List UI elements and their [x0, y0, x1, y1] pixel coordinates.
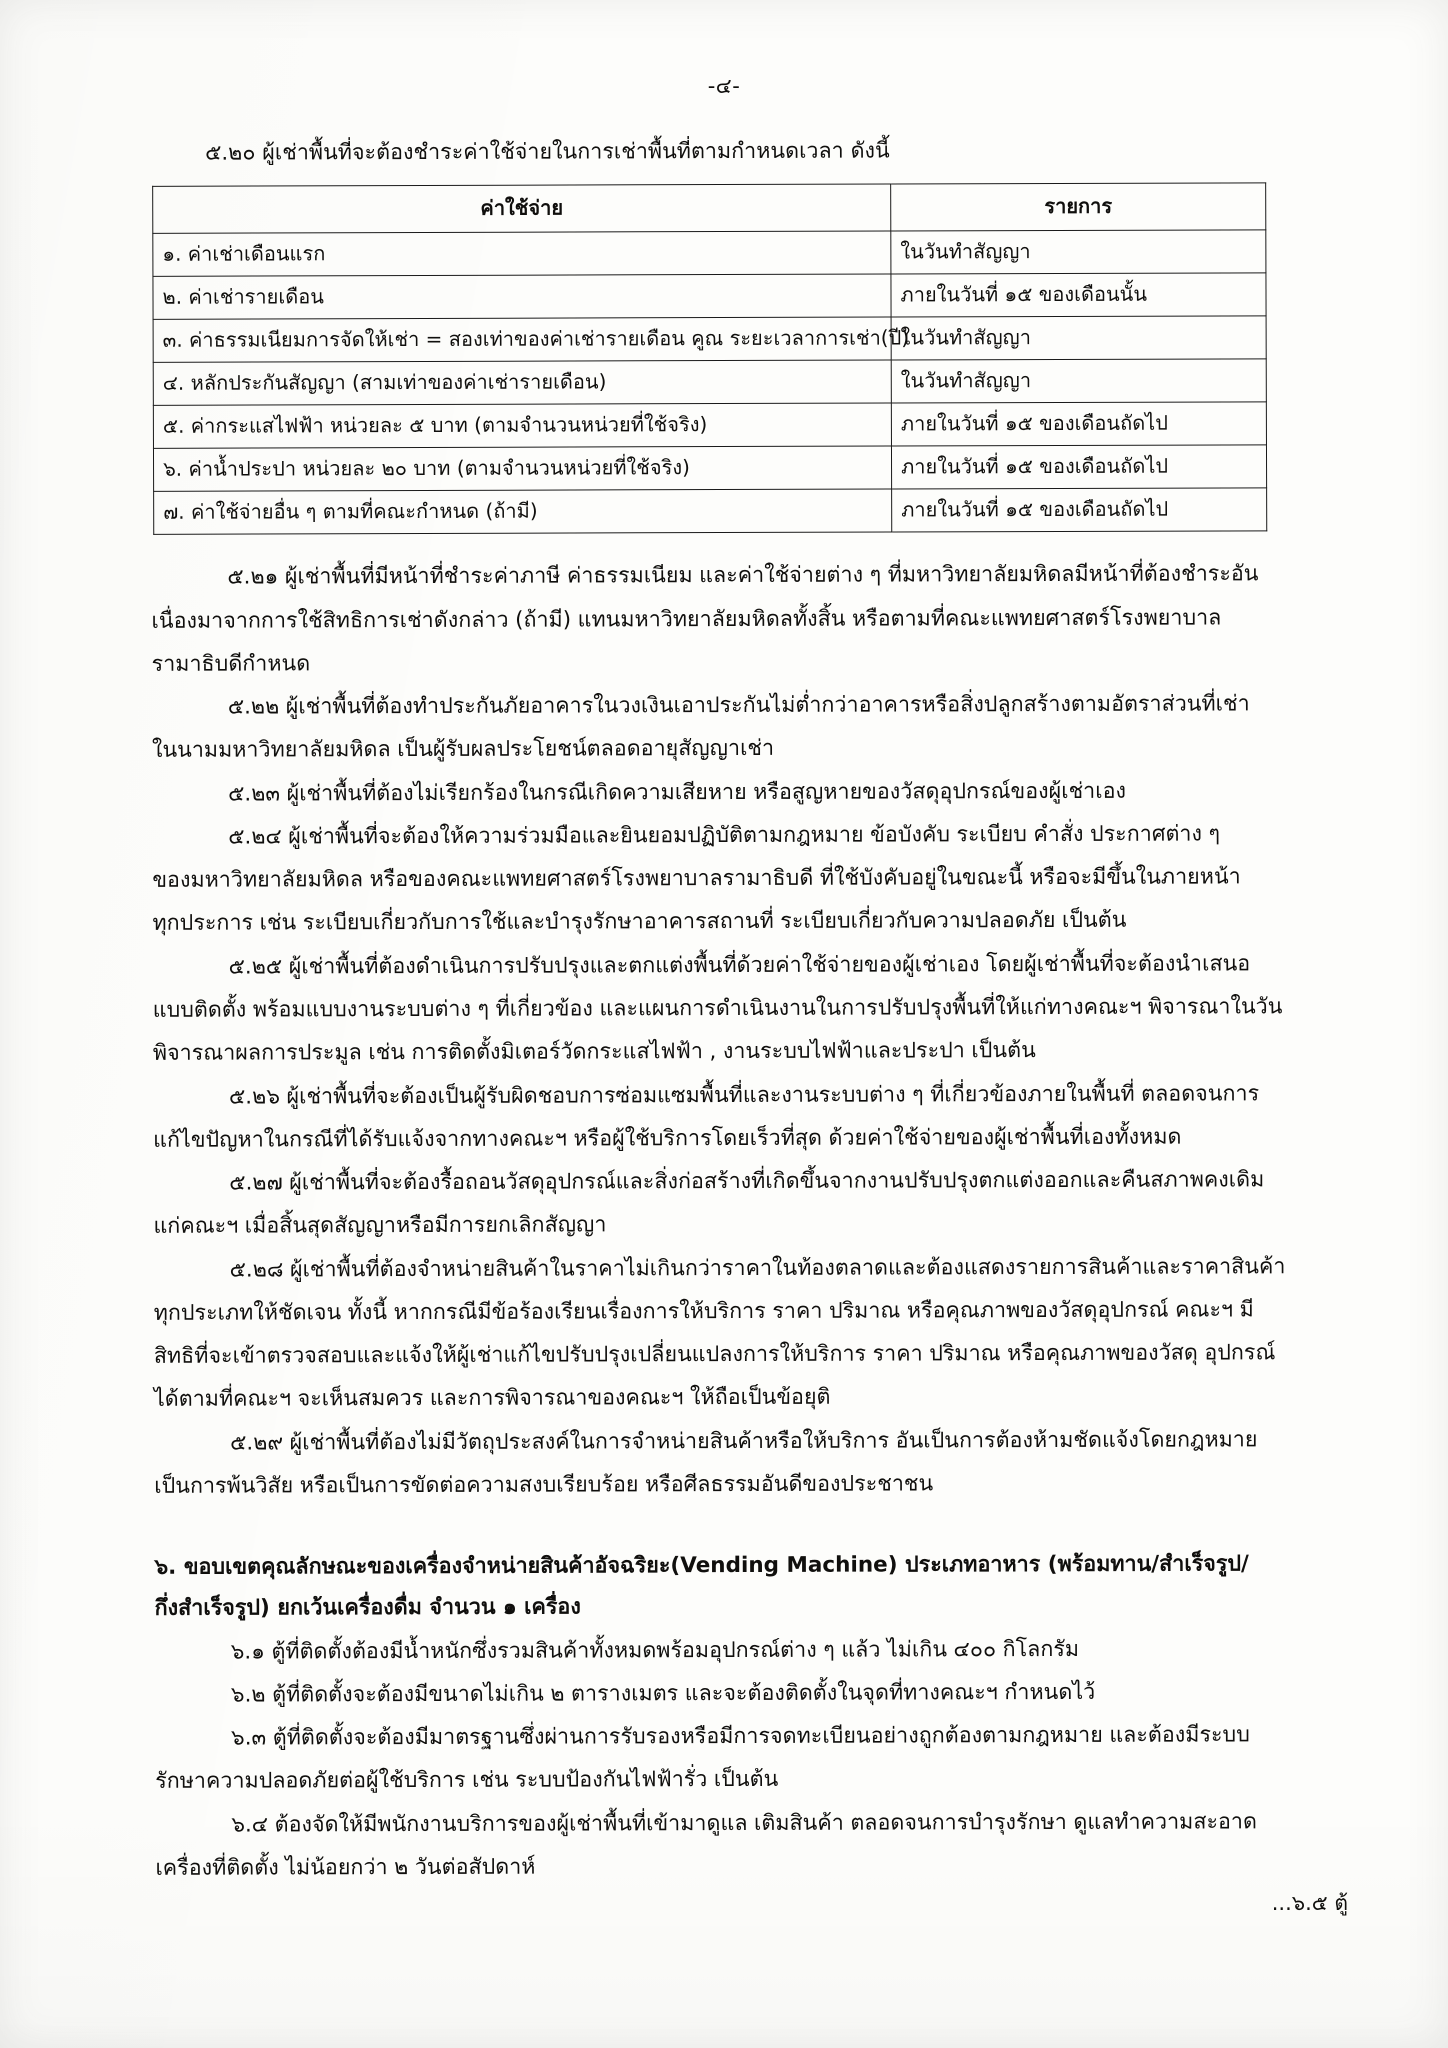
section-6-heading	[154, 1543, 1314, 1629]
clause-5-21	[151, 553, 1311, 684]
section-6-heading-line: กึ่งสำเร็จรูป) ยกเว้นเครื่องดื่ม จำนวน ๑ เครื่อง	[154, 1594, 581, 1622]
fee-schedule-cell: ในวันทำสัญญา	[891, 316, 1266, 360]
section-6-item-6-1	[155, 1628, 1315, 1673]
fee-item-cell: ๒. ค่าเช่ารายเดือน	[153, 274, 891, 319]
fee-item-cell: ๗. ค่าใช้จ่ายอื่น ๆ ตามที่คณะกำหนด (ถ้ามี)	[154, 489, 892, 534]
table-header-row	[153, 183, 1266, 233]
clause-5-25	[153, 943, 1313, 1074]
section-6-item-line: เครื่องที่ติดตั้ง ไม่น้อยกว่า ๒ วันต่อสัปดาห์	[155, 1854, 536, 1881]
clause-line: ๕.๒๑ ผู้เช่าพื้นที่มีหน้าที่ชำระค่าภาษี ค่าธรรมเนียม และค่าใช้จ่ายต่าง ๆ ที่มหาวิทยาลัยมหิดลมีหน้าที่ต้องชำระอัน	[227, 561, 1259, 590]
fee-schedule-cell: ภายในวันที่ ๑๕ ของเดือนถัดไป	[891, 402, 1266, 446]
fee-item-cell: ๖. ค่าน้ำประปา หน่วยละ ๒๐ บาท (ตามจำนวนหน่วยที่ใช้จริง)	[153, 446, 891, 491]
clause-5-28	[153, 1246, 1314, 1421]
clause-line: ๕.๒๓ ผู้เช่าพื้นที่ต้องไม่เรียกร้องในกรณีเกิดความเสียหาย หรือสูญหายของวัสดุอุปกรณ์ของผู้เช่าเอง	[228, 778, 1127, 807]
clause-line: สิทธิที่จะเข้าตรวจสอบและแจ้งให้ผู้เช่าแก้ไขปรับปรุงเปลี่ยนแปลงการให้บริการ ราคา ปริมาณ หรือคุณภาพของวัสดุ อุปกรณ์	[153, 1340, 1276, 1369]
table-row	[153, 230, 1266, 276]
fee-item-cell: ๓. ค่าธรรมเนียมการจัดให้เช่า = สองเท่าของค่าเช่ารายเดือน คูณ ระยะเวลาการเช่า(ปี)	[153, 317, 891, 362]
section-6-item-6-4	[155, 1801, 1315, 1889]
section-6-item-line: ๖.๓ ตู้ที่ติดตั้งจะต้องมีมาตรฐานซึ่งผ่านการรับรองหรือมีการจดทะเบียนอย่างถูกต้องตามกฎหมาย และต้องมีระบบ	[230, 1722, 1250, 1751]
clause-5-29	[154, 1419, 1314, 1507]
continuation-note: ...๖.๕ ตู้	[1271, 1891, 1348, 1915]
fee-schedule-cell: ภายในวันที่ ๑๕ ของเดือนนั้น	[891, 273, 1266, 317]
fee-schedule-cell: ในวันทำสัญญา	[891, 359, 1266, 403]
clause-line: แก้ไขปัญหาในกรณีที่ได้รับแจ้งจากทางคณะฯ หรือผู้ใช้บริการโดยเร็วที่สุด ด้วยค่าใช้จ่ายของผู้เช่าพื้นที่เองทั้งหมด	[153, 1124, 1182, 1153]
clause-line: พิจารณาผลการประมูล เช่น การติดตั้งมิเตอร์วัดกระแสไฟฟ้า , งานระบบไฟฟ้าและประปา เป็นต้น	[152, 1038, 1036, 1067]
table-row	[153, 445, 1266, 491]
clause-5-20-lead: ๕.๒๐ ผู้เช่าพื้นที่จะต้องชำระค่าใช้จ่ายในการเช่าพื้นที่ตามกำหนดเวลา ดังนี้	[205, 138, 890, 166]
clause-line: ของมหาวิทยาลัยมหิดล หรือของคณะแพทยศาสตร์โรงพยาบาลรามาธิบดี ที่ใช้บังคับอยู่ในขณะนี้ หรือจะมีขึ้นในภายหน้า	[152, 864, 1241, 893]
table-row	[153, 316, 1266, 362]
section-6-items	[155, 1628, 1316, 1889]
fee-item-cell: ๕. ค่ากระแสไฟฟ้า หน่วยละ ๕ บาท (ตามจำนวนหน่วยที่ใช้จริง)	[153, 403, 891, 448]
page-content	[150, 133, 1316, 1891]
section-6-item-6-3	[155, 1714, 1315, 1802]
clause-line: ได้ตามที่คณะฯ จะเห็นสมควร และการพิจารณาของคณะฯ ให้ถือเป็นข้อยุติ	[153, 1385, 831, 1413]
clause-line: ๕.๒๔ ผู้เช่าพื้นที่จะต้องให้ความร่วมมือและยินยอมปฏิบัติตามกฎหมาย ข้อบังคับ ระเบียบ คำสั่ง ประกาศต่าง ๆ	[228, 821, 1221, 850]
table-row	[153, 402, 1266, 448]
section-6-item-line: รักษาความปลอดภัยต่อผู้ใช้บริการ เช่น ระบบป้องกันไฟฟ้ารั่ว เป็นต้น	[155, 1767, 779, 1795]
clause-line: เป็นการพ้นวิสัย หรือเป็นการขัดต่อความสงบเรียบร้อย หรือศีลธรรมอันดีของประชาชน	[154, 1471, 934, 1499]
section-6-heading-line: ๖. ขอบเขตคุณลักษณะของเครื่องจำหน่ายสินค้าอัจฉริยะ(Vending Machine) ประเภทอาหาร (พร้อมทาน/สำเร็จรูป/	[154, 1551, 1249, 1580]
clause-line: ๕.๒๘ ผู้เช่าพื้นที่ต้องจำหน่ายสินค้าในราคาไม่เกินกว่าราคาในท้องตลาดและต้องแสดงรายการสินค้าและราคาสินค้า	[229, 1253, 1286, 1283]
page-number: -๔-	[707, 74, 741, 98]
fee-schedule-cell: ในวันทำสัญญา	[891, 230, 1266, 274]
clause-5-26	[153, 1073, 1313, 1161]
clause-line: เนื่องมาจากการใช้สิทธิการเช่าดังกล่าว (ถ้ามี) แทนมหาวิทยาลัยมหิดลทั้งสิ้น หรือตามที่คณะแพทยศาสตร์โรงพยาบาล	[151, 605, 1222, 634]
section-6-item-line: ๖.๑ ตู้ที่ติดตั้งต้องมีน้ำหนักซึ่งรวมสินค้าทั้งหมดพร้อมอุปกรณ์ต่าง ๆ แล้ว ไม่เกิน ๔๐๐ กิโลกรัม	[230, 1636, 1080, 1665]
fee-schedule-table	[152, 183, 1267, 535]
section-6-item-line: ๖.๔ ต้องจัดให้มีพนักงานบริการของผู้เช่าพื้นที่เข้ามาดูแล เติมสินค้า ตลอดจนการบำรุงรักษา ดูแลทำความสะอาด	[231, 1809, 1257, 1838]
fee-schedule-cell: ภายในวันที่ ๑๕ ของเดือนถัดไป	[891, 445, 1266, 489]
section-6-item-line: ๖.๒ ตู้ที่ติดตั้งจะต้องมีขนาดไม่เกิน ๒ ตารางเมตร และจะต้องติดตั้งในจุดที่ทางคณะฯ กำหนดไว้	[230, 1679, 1096, 1708]
clause-5-24	[152, 813, 1312, 944]
clause-line: ทุกประเภทให้ชัดเจน ทั้งนี้ หากกรณีมีข้อร้องเรียนเรื่องการให้บริการ ราคา ปริมาณ หรือคุณภาพของวัสดุอุปกรณ์ คณะฯ มี	[153, 1297, 1254, 1326]
clause-line: แก่คณะฯ เมื่อสิ้นสุดสัญญาหรือมีการยกเลิกสัญญา	[153, 1212, 607, 1240]
clause-line: แบบติดตั้ง พร้อมแบบงานระบบต่าง ๆ ที่เกี่ยวข้อง และแผนการดำเนินงานในการปรับปรุงพื้นที่ให้แก่ทางคณะฯ พิจารณาในวัน	[152, 994, 1283, 1023]
clause-line: ๕.๒๙ ผู้เช่าพื้นที่ต้องไม่มีวัตถุประสงค์ในการจำหน่ายสินค้าหรือให้บริการ อันเป็นการต้องห้ามชัดแจ้งโดยกฎหมาย	[230, 1426, 1258, 1456]
section-6-item-6-2	[155, 1671, 1315, 1716]
clause-line: รามาธิบดีกำหนด	[151, 651, 311, 677]
fee-item-cell: ๔. หลักประกันสัญญา (สามเท่าของค่าเช่ารายเดือน)	[153, 360, 891, 405]
table-row	[154, 488, 1267, 534]
fee-schedule-cell: ภายในวันที่ ๑๕ ของเดือนถัดไป	[892, 488, 1267, 532]
clauses-block	[151, 553, 1314, 1506]
column-header-schedule: รายการ	[891, 183, 1266, 231]
clause-line: ๕.๒๕ ผู้เช่าพื้นที่ต้องดำเนินการปรับปรุงและตกแต่งพื้นที่ด้วยค่าใช้จ่ายของผู้เช่าเอง โดยผู้เช่าพื้นที่จะต้องนำเสนอ	[228, 951, 1251, 980]
clause-line: ทุกประการ เช่น ระเบียบเกี่ยวกับการใช้และบำรุงรักษาอาคารสถานที่ ระเบียบเกี่ยวกับความปลอดภัย เป็นต้น	[152, 908, 1127, 937]
clause-5-27	[153, 1159, 1313, 1247]
clause-line: ๕.๒๗ ผู้เช่าพื้นที่จะต้องรื้อถอนวัสดุอุปกรณ์และสิ่งก่อสร้างที่เกิดขึ้นจากงานปรับปรุงตกแต่งออกและคืนสภาพคงเดิม	[229, 1167, 1265, 1196]
clause-5-22	[152, 683, 1312, 771]
table-row	[153, 359, 1266, 405]
fee-item-cell: ๑. ค่าเช่าเดือนแรก	[153, 231, 891, 276]
clause-5-23	[152, 770, 1312, 815]
table-row	[153, 273, 1266, 319]
column-header-fee: ค่าใช้จ่าย	[153, 184, 891, 233]
clause-line: ๕.๒๖ ผู้เช่าพื้นที่จะต้องเป็นผู้รับผิดชอบการซ่อมแซมพื้นที่และงานระบบต่าง ๆ ที่เกี่ยวข้องภายในพื้นที่ ตลอดจนการ	[228, 1080, 1260, 1110]
clause-line: ๕.๒๒ ผู้เช่าพื้นที่ต้องทำประกันภัยอาคารในวงเงินเอาประกันไม่ต่ำกว่าอาคารหรือสิ่งปลูกสร้างตามอัตราส่วนที่เช่า	[227, 691, 1250, 720]
clause-line: ในนามมหาวิทยาลัยมหิดล เป็นผู้รับผลประโยชน์ตลอดอายุสัญญาเช่า	[151, 736, 775, 764]
